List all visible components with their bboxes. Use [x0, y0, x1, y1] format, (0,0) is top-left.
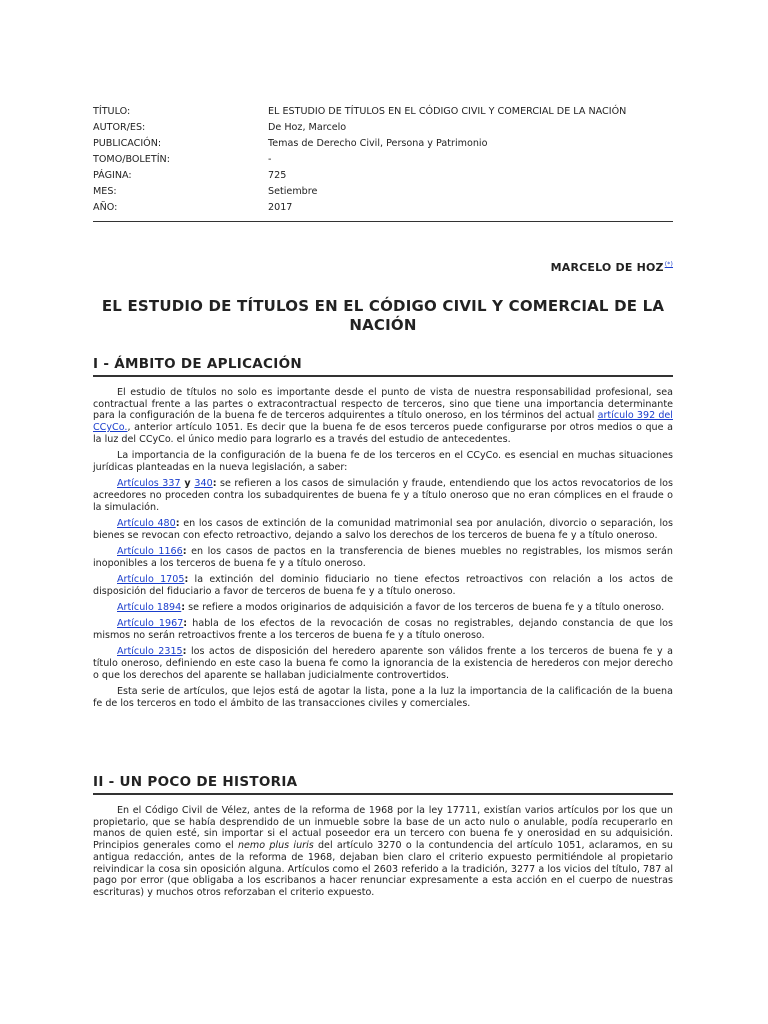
text-run: :	[175, 517, 180, 529]
text-run: se refiere a modos originarios de adquisición a favor de los terceros de buena fe y a título oneroso.	[185, 601, 665, 613]
section-2-body	[93, 805, 673, 903]
text-run: en los casos de extinción de la comunidad matrimonial sea por anulación, divorcio o separación, los bienes se revocan con efecto retroactivo, dejando a salvo los derechos de los terceros de buena fe y a título oneroso.	[93, 517, 673, 541]
text-run: :	[182, 545, 187, 557]
meta-row-title	[93, 104, 673, 120]
meta-key: AÑO:	[93, 202, 118, 213]
paragraph	[93, 574, 673, 597]
meta-row-volume	[93, 152, 673, 168]
text-run: :	[184, 573, 189, 585]
text-run: :	[182, 646, 187, 658]
meta-row-month	[93, 184, 673, 200]
section-1-body	[93, 387, 673, 714]
author-footnote-link[interactable]: (*)	[664, 261, 673, 268]
meta-row-publication	[93, 136, 673, 152]
header-divider	[93, 221, 673, 222]
link-articulo-480[interactable]: Artículo 480	[117, 517, 176, 529]
text-run: , anterior artículo 1051. Es decir que la buena fe de esos terceros puede configurarse por otros medios o que a la luz del CCyCo. el único medio para lograrlo es a través del estudio de antecedentes.	[93, 422, 673, 445]
text-run: :	[212, 478, 217, 490]
link-articulo-392[interactable]: artículo 392 del CCyCo.	[93, 410, 673, 434]
paragraph	[93, 546, 673, 569]
meta-key: MES:	[93, 186, 117, 197]
text-run: en los casos de pactos en la transferencia de bienes muebles no registrables, los mismos serán inoponibles a los terceros de buena fe y a título oneroso.	[93, 545, 673, 569]
text-run: nemo plus iuris	[237, 840, 314, 852]
meta-key: TOMO/BOLETÍN:	[93, 154, 170, 165]
text-run: El estudio de títulos no solo es importante desde el punto de vista de nuestra responsabilidad profesional, sea contractual frente a las partes o extracontractual respecto de terceros, sino que tiene una importancia determinante para la configuración de la buena fe de terceros adquirentes a título oneroso, en los términos del actual	[93, 387, 673, 422]
meta-key: PUBLICACIÓN:	[93, 138, 162, 149]
link-articulo-1705[interactable]: Artículo 1705	[117, 573, 185, 585]
meta-value: De Hoz, Marcelo	[268, 122, 347, 133]
link-articulo-340[interactable]: 340	[194, 478, 213, 490]
paragraph	[93, 618, 673, 641]
author-name: MARCELO DE HOZ	[550, 261, 664, 274]
meta-value: Setiembre	[268, 186, 318, 197]
article-title: EL ESTUDIO DE TÍTULOS EN EL CÓDIGO CIVIL Y COMERCIAL DE LA NACIÓN	[101, 297, 665, 334]
meta-key: TÍTULO:	[93, 106, 131, 117]
meta-row-year	[93, 200, 673, 216]
link-articulo-337[interactable]: Artículos 337	[117, 478, 181, 490]
text-run: la extinción del dominio fiduciario no tiene efectos retroactivos con relación a los actos de disposición del fiduciario a favor de terceros de buena fe y a título oneroso.	[93, 573, 673, 597]
text-run: del artículo 3270 o la contundencia del artículo 1051, aclaramos, en su antigua redacción, antes de la reforma de 1968, dejaban bien claro el criterio expuesto permitiéndole al propietario reivindicar la cosa sin oposición alguna. Artículos como el 2603 referido a la tradición, 3277 a los vicios del título, 787 al pago por error (que obligaba a los escribanos a hacer renunciar expresamente a esta acción en el cuerpo de nuestras escrituras) y muchos otros reforzaban el criterio expuesto.	[93, 840, 673, 898]
text-run: :	[183, 618, 188, 630]
text-run: En el Código Civil de Vélez, antes de la reforma de 1968 por la ley 17711, existían varios artículos por los que un propietario, que se había desprendido de un inmueble sobre la base de un acto nulo o anulable, podía recuperarlo en manos de quien esté, sin importar si el actual poseedor era un tercero con buena fe y onerosidad en su adquisición. Principios generales como el	[93, 805, 673, 852]
text-run: habla de los efectos de la revocación de cosas no registrables, dejando constancia de que los mismos no serán retroactivos frente a los terceros de buena fe y a título oneroso.	[93, 618, 673, 641]
meta-row-author	[93, 120, 673, 136]
paragraph	[93, 805, 673, 899]
author-byline	[551, 261, 673, 274]
section-heading-2: II - UN POCO DE HISTORIA	[93, 774, 673, 795]
meta-value: -	[268, 154, 272, 165]
paragraph	[93, 646, 673, 681]
link-articulo-1894[interactable]: Artículo 1894	[117, 601, 182, 613]
paragraph	[93, 478, 673, 513]
paragraph	[93, 387, 673, 446]
meta-value: EL ESTUDIO DE TÍTULOS EN EL CÓDIGO CIVIL Y COMERCIAL DE LA NACIÓN	[268, 106, 627, 117]
link-articulo-1166[interactable]: Artículo 1166	[117, 545, 183, 557]
section-heading-1: I - ÁMBITO DE APLICACIÓN	[93, 356, 673, 377]
meta-value: 725	[268, 170, 287, 181]
paragraph: La importancia de la configuración de la buena fe de los terceros en el CCyCo. es esencial en muchas situaciones jurídicas planteadas en la nueva legislación, a saber:	[93, 450, 673, 473]
text-run: los actos de disposición del heredero aparente son válidos frente a los terceros de buena fe y a título oneroso, definiendo en este caso la buena fe como la ignorancia de la existencia de herederos con mejor derecho o que los derechos del aparente se hallaban judicialmente controvertidos.	[93, 646, 673, 681]
text-run: :	[181, 601, 186, 613]
link-articulo-1967[interactable]: Artículo 1967	[117, 618, 184, 630]
paragraph: Esta serie de artículos, que lejos está de agotar la lista, pone a la luz la importancia de la calificación de la buena fe de los terceros en todo el ámbito de las transacciones civiles y comerciales.	[93, 685, 673, 709]
paragraph	[93, 518, 673, 541]
metadata-table	[93, 104, 673, 216]
paragraph	[93, 602, 673, 614]
meta-value: 2017	[268, 202, 293, 213]
meta-row-page	[93, 168, 673, 184]
text-run: y	[180, 478, 195, 490]
meta-key: PÁGINA:	[93, 170, 132, 181]
link-articulo-2315[interactable]: Artículo 2315	[117, 646, 183, 658]
meta-value: Temas de Derecho Civil, Persona y Patrimonio	[268, 138, 488, 149]
meta-key: AUTOR/ES:	[93, 122, 146, 133]
text-run: se refieren a los casos de simulación y fraude, entendiendo que los actos revocatorios de los acreedores no proceden contra los subadquirentes de buena fe y a título oneroso que no eran cómplices en el fraude o la simulación.	[93, 478, 673, 513]
